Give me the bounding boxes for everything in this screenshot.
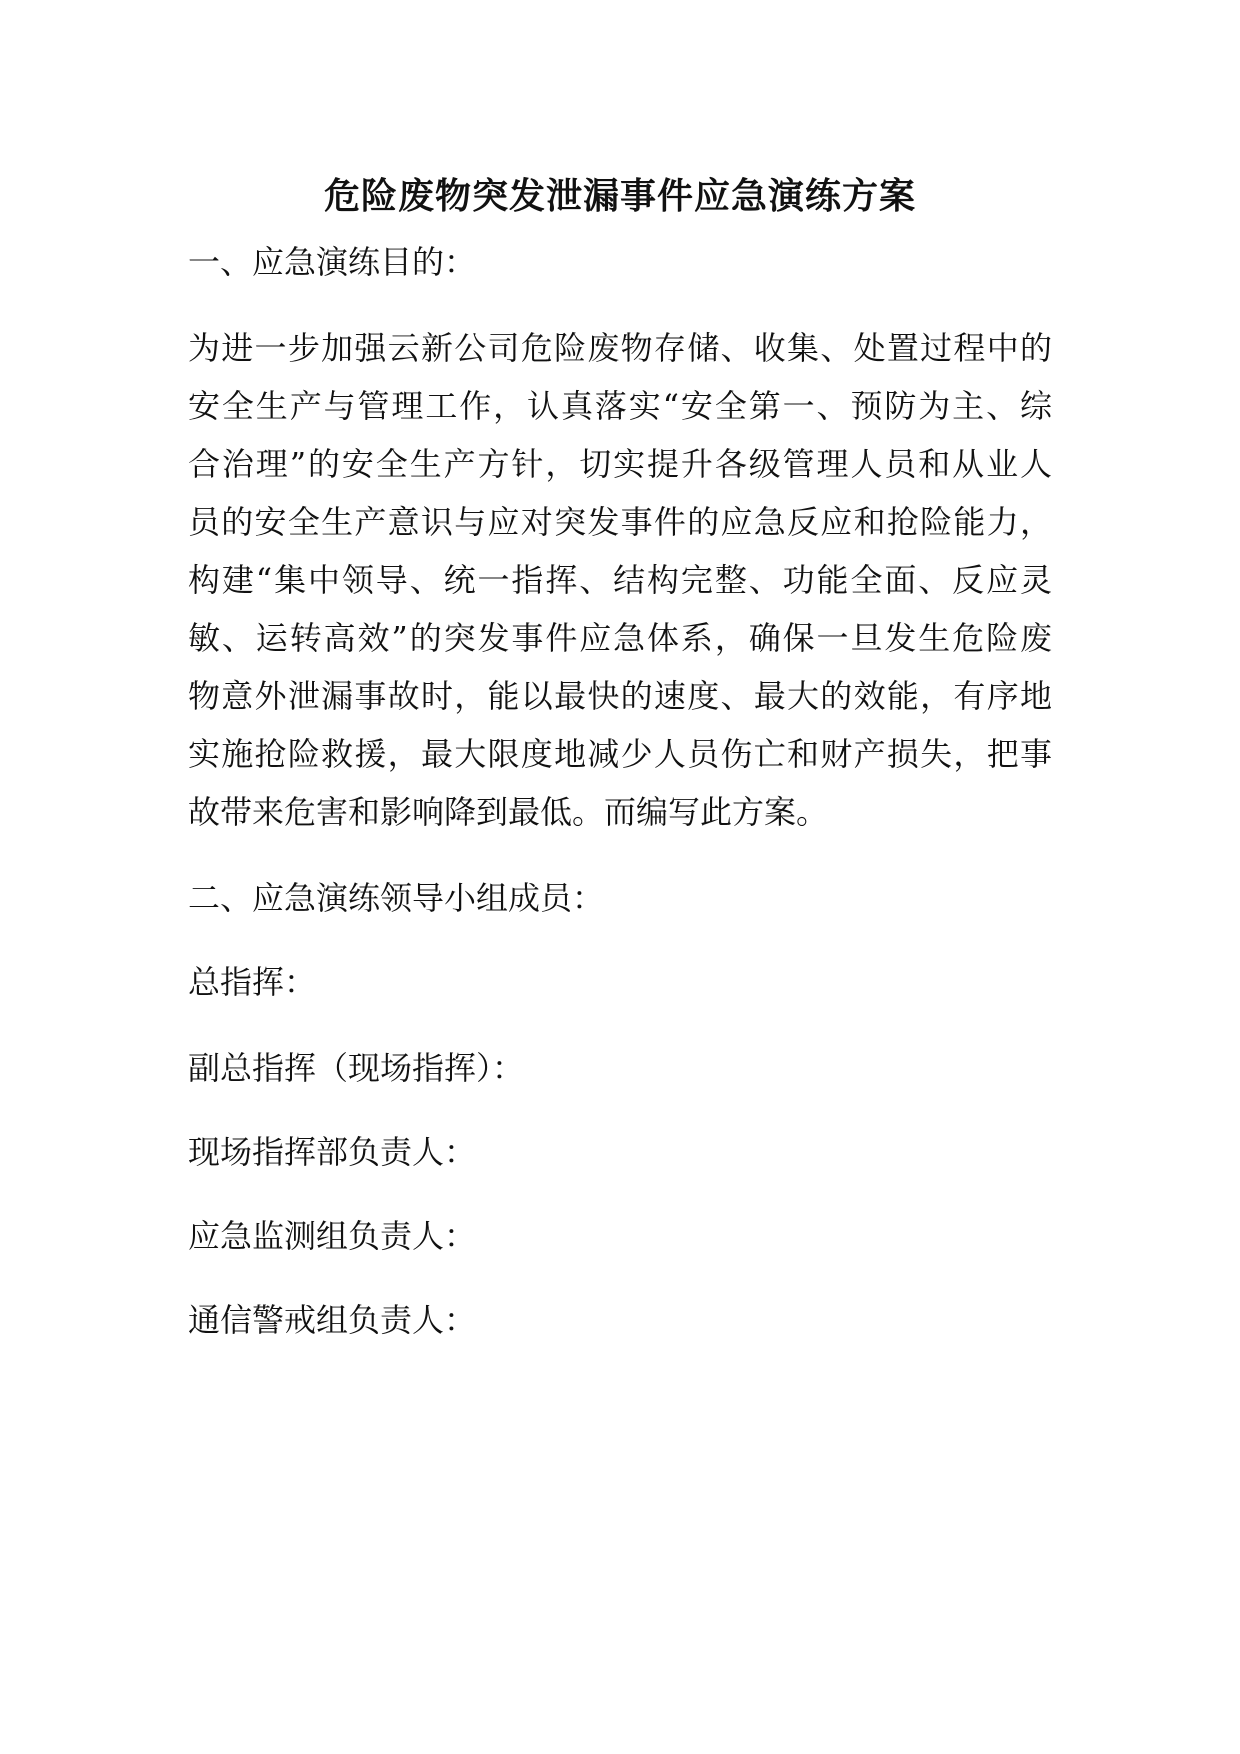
document-title: 危险废物突发泄漏事件应急演练方案	[323, 176, 916, 217]
paragraph-line: 合治理”的安全生产方针，切实提升各级管理人员和从业人	[188, 445, 1052, 483]
role-commander: 总指挥：	[188, 963, 317, 1001]
paragraph-line: 员的安全生产意识与应对突发事件的应急反应和抢险能力，	[188, 503, 1052, 541]
paragraph-line: 构建“集中领导、统一指挥、结构完整、功能全面、反应灵	[188, 561, 1052, 599]
role-monitoring-group-lead: 应急监测组负责人：	[188, 1217, 477, 1255]
paragraph-line: 敏、运转高效”的突发事件应急体系，确保一旦发生危险废	[188, 619, 1052, 657]
section-1-heading: 一、应急演练目的：	[188, 243, 477, 281]
paragraph-line: 为进一步加强云新公司危险废物存储、收集、处置过程中的	[188, 329, 1052, 367]
paragraph-line: 实施抢险救援，最大限度地减少人员伤亡和财产损失，把事	[188, 735, 1052, 773]
paragraph-line: 故带来危害和影响降到最低。而编写此方案。	[188, 793, 829, 831]
section-2-heading: 二、应急演练领导小组成员：	[188, 879, 605, 917]
role-deputy-commander: 副总指挥（现场指挥）：	[188, 1049, 525, 1087]
role-onsite-command-lead: 现场指挥部负责人：	[188, 1133, 477, 1171]
paragraph-line: 物意外泄漏事故时，能以最快的速度、最大的效能，有序地	[188, 677, 1052, 715]
paragraph-line: 安全生产与管理工作，认真落实“安全第一、预防为主、综	[188, 387, 1052, 425]
role-communication-group-lead: 通信警戒组负责人：	[188, 1301, 477, 1339]
